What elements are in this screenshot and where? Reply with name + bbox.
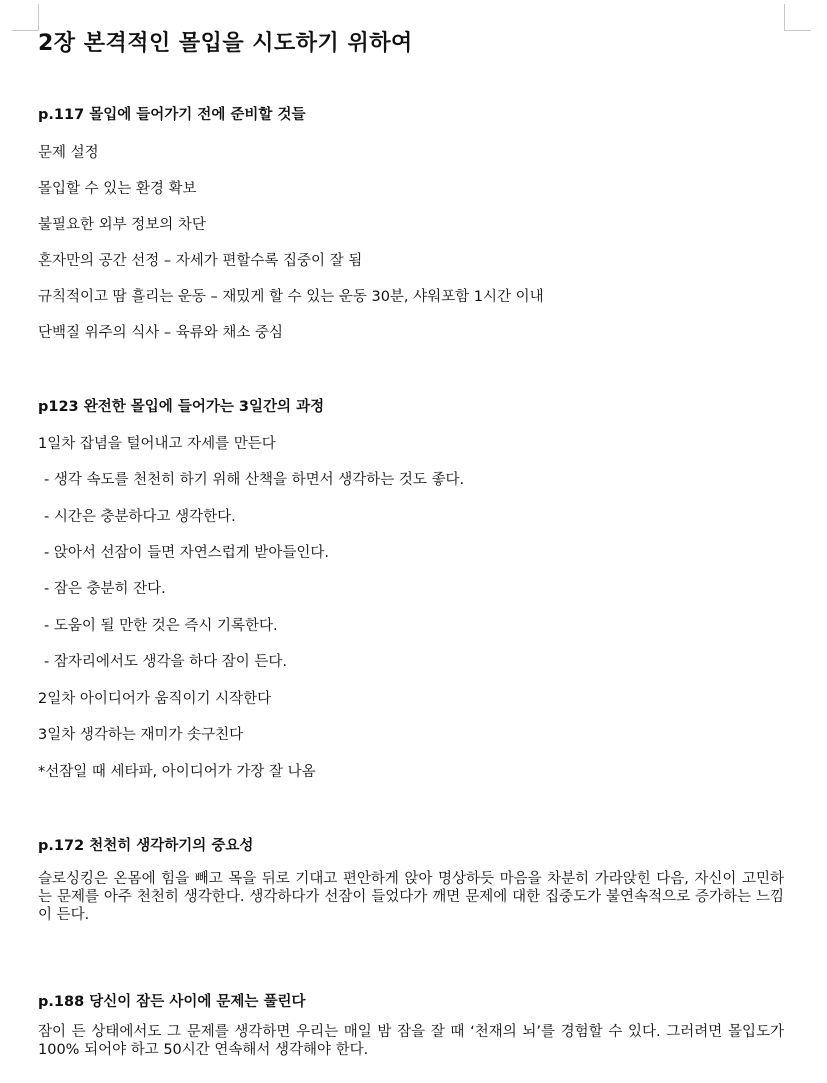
day2-line: 2일차 아이디어가 움직이기 시작한다 — [38, 691, 272, 707]
note-line: *선잠일 때 세타파, 아이디어가 가장 잘 나옴 — [38, 764, 316, 780]
list-item: - 앉아서 선잠이 들면 자연스럽게 받아들인다. — [44, 545, 330, 561]
list-item: - 생각 속도를 천천히 하기 위해 산책을 하면서 생각하는 것도 좋다. — [44, 472, 465, 488]
day3-line: 3일차 생각하는 재미가 솟구친다 — [38, 727, 244, 743]
list-item: 문제 설정 — [38, 145, 99, 161]
section-heading-p172: p.172 천천히 생각하기의 중요성 — [38, 838, 254, 854]
paragraph-sleep-problem: 잠이 든 상태에서도 그 문제를 생각하면 우리는 매일 밤 잠을 잘 때 ‘천재의 뇌’를 경험할 수 있다. 그러려면 몰입도가 100% 되어야 하고 50시간 연속해서 생각해야 한다. — [38, 1024, 784, 1058]
page-corner-mark-top-right — [784, 4, 811, 31]
list-item: - 도움이 될 만한 것은 즉시 기록한다. — [44, 618, 278, 634]
list-item: - 잠자리에서도 생각을 하다 잠이 든다. — [44, 654, 287, 670]
document-title: 2장 본격적인 몰입을 시도하기 위하여 — [38, 31, 413, 56]
section-heading-p117: p.117 몰입에 들어가기 전에 준비할 것들 — [38, 107, 306, 123]
list-item: - 잠은 충분히 잔다. — [44, 581, 166, 597]
page-corner-mark-top-left — [12, 4, 39, 31]
list-item: 단백질 위주의 식사 – 육류와 채소 중심 — [38, 325, 284, 341]
paragraph-slow-thinking: 슬로싱킹은 온몸에 힘을 빼고 목을 뒤로 기대고 편안하게 앉아 명상하듯 마음을 차분히 가라앉힌 다음, 자신이 고민하는 문제를 아주 천천히 생각한다. 생각하다가 선잠이 들었다가 깨면 문제에 대한 집중도가 불연속적으로 증가하는 느낌이 든다. — [38, 871, 784, 923]
list-item: 혼자만의 공간 선정 – 자세가 편할수록 집중이 잘 됨 — [38, 253, 363, 269]
day1-line: 1일차 잡념을 털어내고 자세를 만든다 — [38, 436, 276, 452]
list-item: 몰입할 수 있는 환경 확보 — [38, 181, 197, 197]
list-item: 규칙적이고 땀 흘리는 운동 – 재밌게 할 수 있는 운동 30분, 샤워포함 1시간 이내 — [38, 289, 544, 305]
list-item: - 시간은 충분하다고 생각한다. — [44, 509, 236, 525]
list-item: 불필요한 외부 정보의 차단 — [38, 217, 206, 233]
section-heading-p188: p.188 당신이 잠든 사이에 문제는 풀린다 — [38, 994, 306, 1010]
section-heading-p123: p123 완전한 몰입에 들어가는 3일간의 과정 — [38, 399, 325, 415]
